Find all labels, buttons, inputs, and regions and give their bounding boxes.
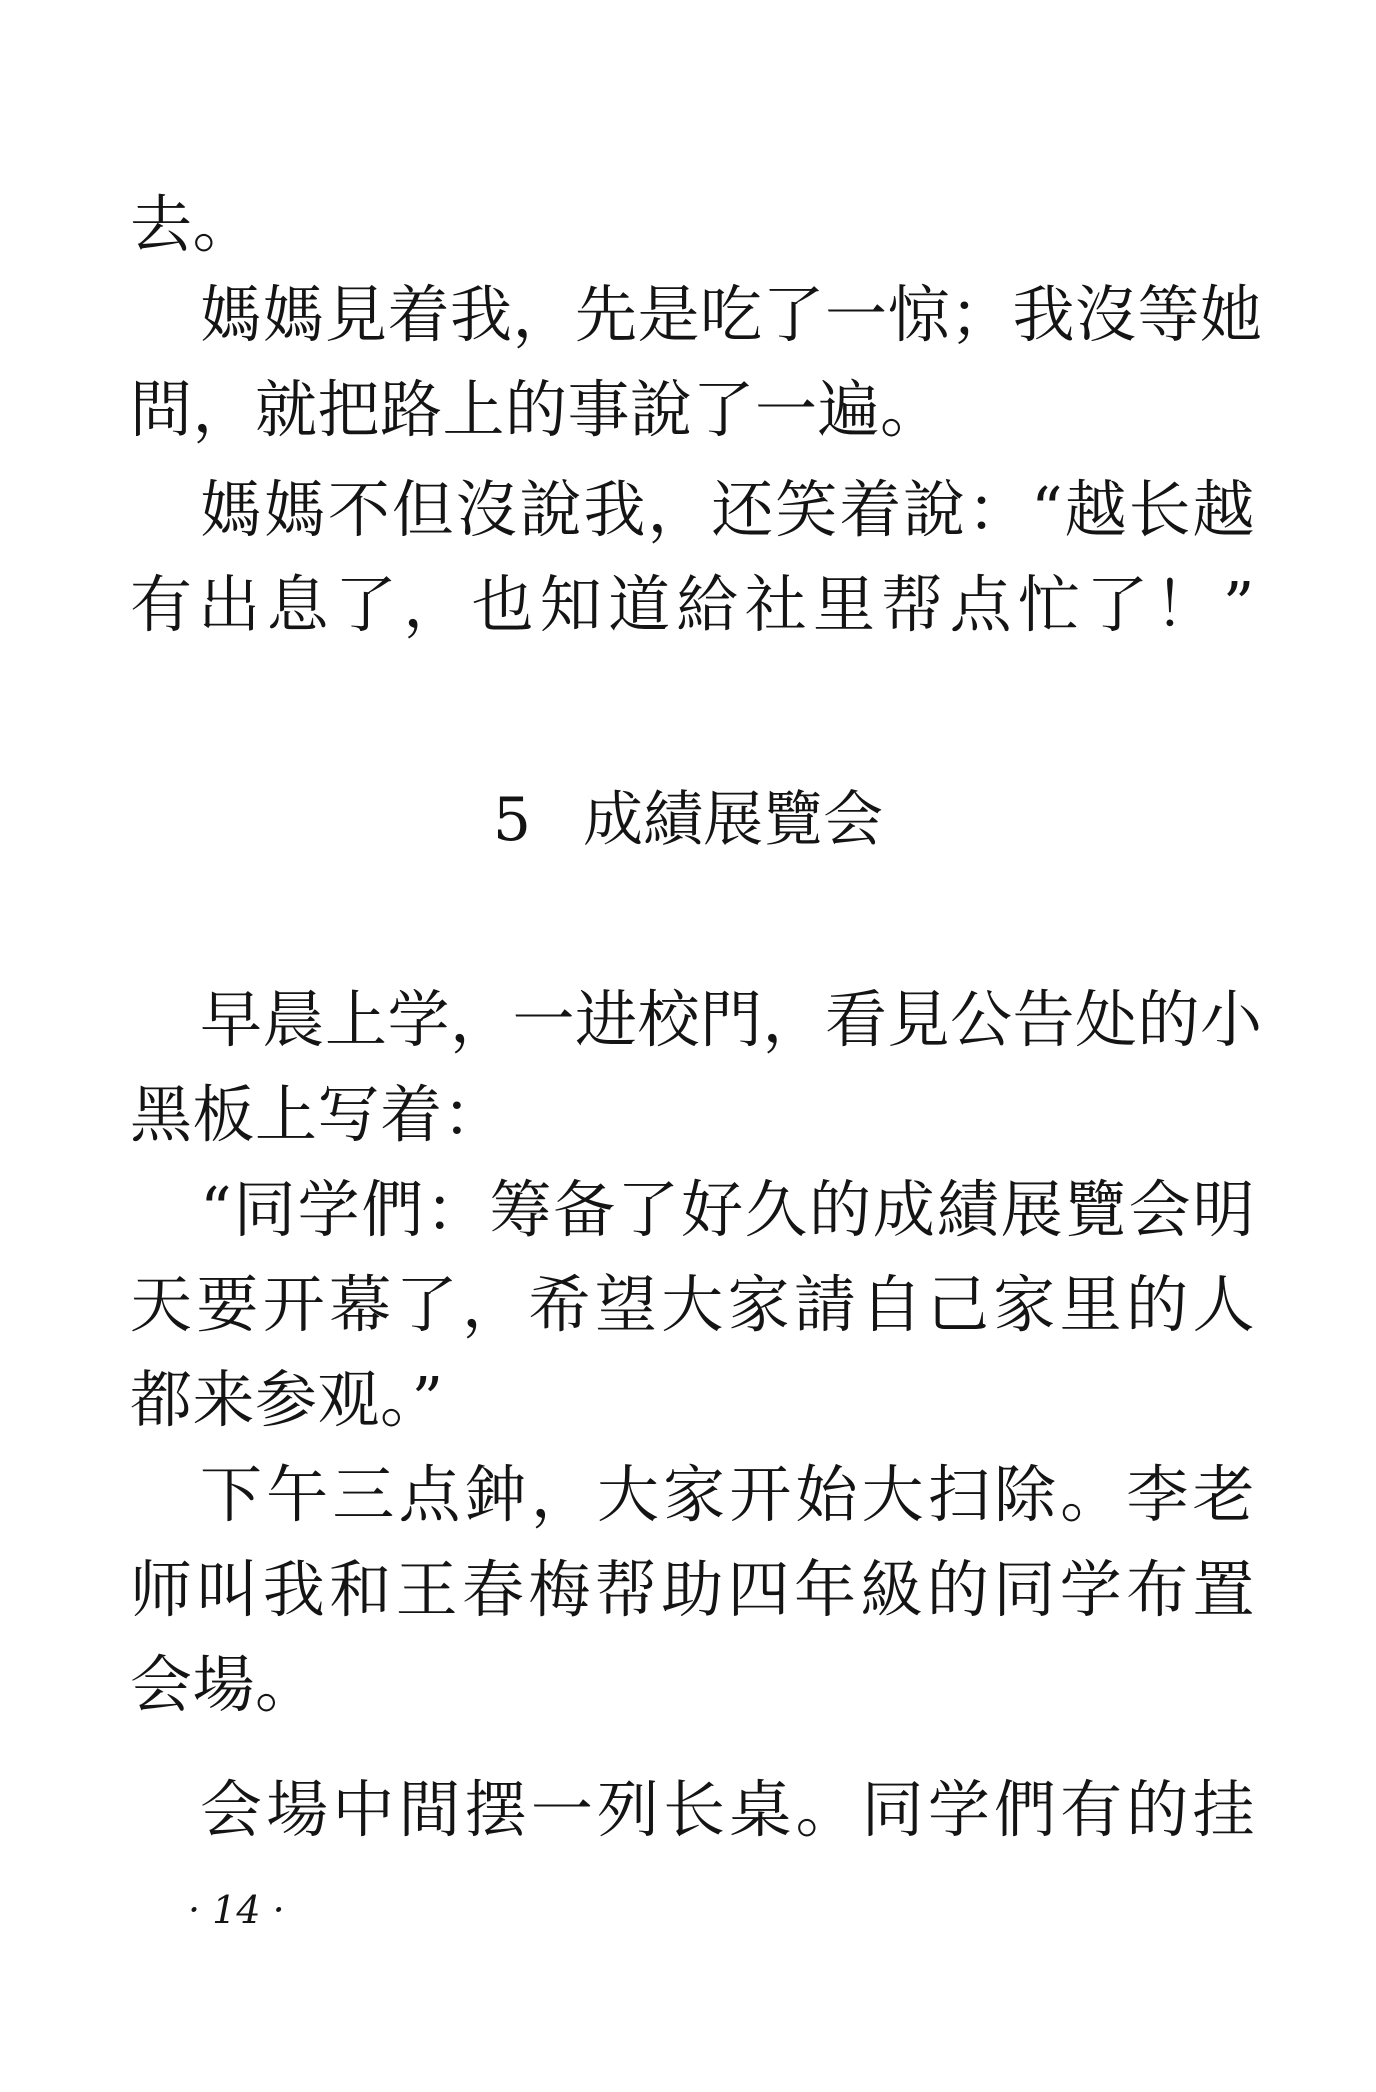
text-line: 天要开幕了，希望大家請自己家里的人 (130, 1268, 1255, 1341)
text-line: “同学們：筹备了好久的成績展覽会明 (200, 1173, 1255, 1246)
text-line: 媽媽見着我，先是吃了一惊；我沒等她 (200, 278, 1263, 351)
text-line: 会場。 (130, 1648, 318, 1721)
text-line: 都来参观。” (130, 1363, 444, 1436)
text-line: 下午三点鈡，大家开始大扫除。李老 (200, 1458, 1255, 1531)
text-line: 去。 (130, 188, 256, 261)
text-line: 有出息了，也知道給社里帮点忙了！” (130, 568, 1255, 641)
page-number: · 14 · (188, 1888, 285, 1932)
text-line: 媽媽不但沒說我，还笑着說：“越长越 (200, 473, 1255, 546)
section-title: 成績展覽会 (583, 785, 884, 855)
text-line: 师叫我和王春梅帮助四年級的同学布置 (130, 1553, 1255, 1626)
section-heading (0, 780, 1376, 860)
text-line: 早晨上学，一进校門，看見公告处的小 (200, 983, 1263, 1056)
section-number: 5 (492, 785, 532, 855)
text-line: 会場中間摆一列长桌。同学們有的挂 (200, 1773, 1255, 1846)
text-line: 問，就把路上的事說了一遍。 (130, 373, 943, 446)
text-line: 黑板上写着： (130, 1078, 506, 1151)
